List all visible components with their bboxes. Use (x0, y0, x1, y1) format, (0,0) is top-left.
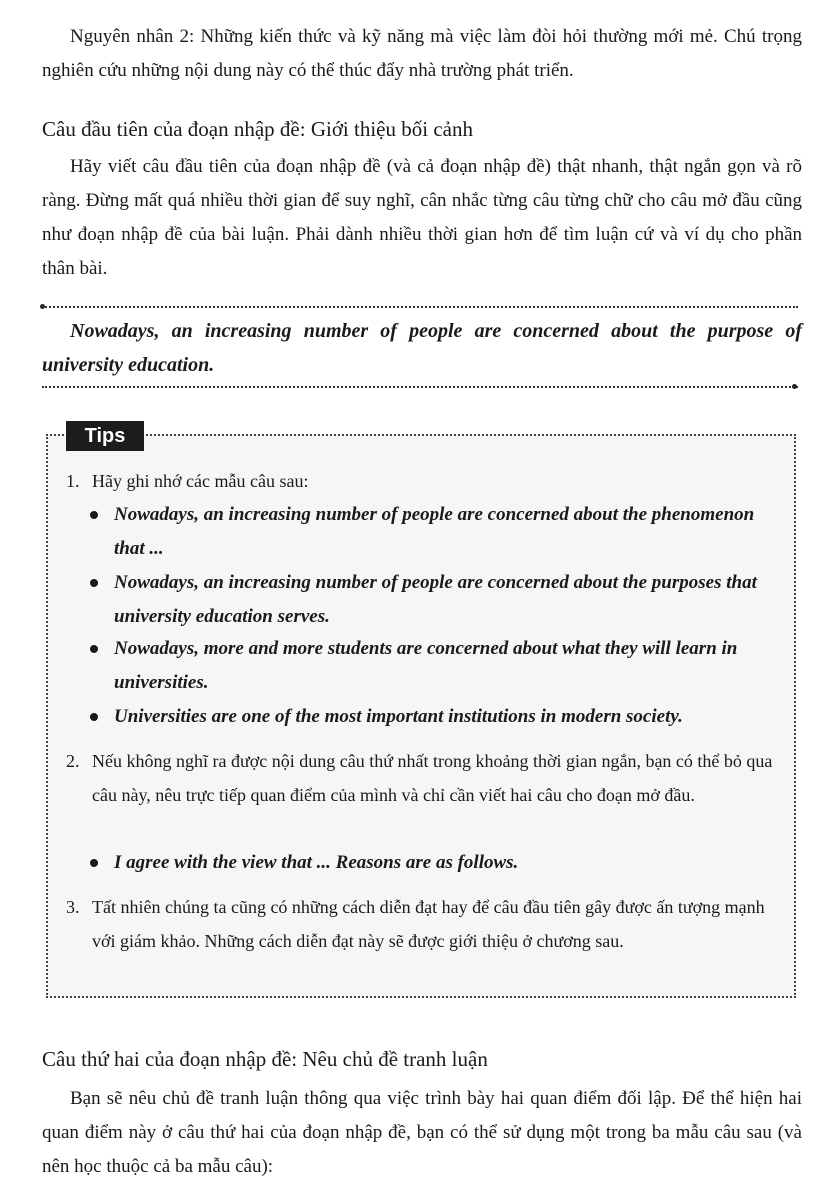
tip-item-3 (66, 890, 782, 958)
tip-text: Tất nhiên chúng ta cũng có những cách diễn đạt hay để câu đầu tiên gây được ấn tượng mạnh với giám khảo. Những cách diễn đạt này sẽ được giới thiệu ở chương sau. (92, 897, 765, 951)
bullet-icon (90, 645, 98, 653)
bullet-icon (90, 511, 98, 519)
bullet-text: Nowadays, an increasing number of people are concerned about the phenomenon that ... (114, 504, 755, 559)
bullet-icon (90, 859, 98, 867)
tip-text: Nếu không nghĩ ra được nội dung câu thứ nhất trong khoảng thời gian ngắn, bạn có thể bỏ qua câu này, nêu trực tiếp quan điểm của mình và chỉ cần viết hai câu cho đoạn mở đầu. (92, 751, 773, 805)
tip-number: 1. (66, 471, 80, 491)
section1-body: Hãy viết câu đầu tiên của đoạn nhập đề (và cả đoạn nhập đề) thật nhanh, thật ngắn gọn và rõ ràng. Đừng mất quá nhiều thời gian để suy nghĩ, cân nhắc từng câu từng chữ cho câu mở đầu cũng như đoạn nhập đề của bài luận. Phải dành nhiều thời gian hơn để tìm luận cứ và ví dụ cho phần thân bài. (42, 156, 802, 279)
section1-heading: Câu đầu tiên của đoạn nhập đề: Giới thiệu bối cảnh (42, 117, 473, 141)
example-rule-top (42, 306, 798, 308)
example-rule-bottom (42, 386, 798, 388)
tip-item-1 (66, 464, 782, 498)
tip-bullet (94, 498, 776, 566)
tip-bullet (94, 566, 776, 634)
bullet-icon (90, 713, 98, 721)
section2-heading: Câu thứ hai của đoạn nhập đề: Nêu chủ đề tranh luận (42, 1047, 488, 1071)
rule-dot-end (792, 384, 797, 389)
tip-text: Hãy ghi nhớ các mẫu câu sau: (92, 471, 309, 491)
tip-bullet (94, 846, 776, 880)
tip-bullet (94, 700, 776, 734)
bullet-text: Nowadays, more and more students are concerned about what they will learn in universities. (114, 638, 738, 693)
bullet-text: Nowadays, an increasing number of people are concerned about the purposes that university education serves. (114, 572, 757, 627)
tip-number: 2. (66, 751, 80, 771)
bullet-text: I agree with the view that ... Reasons are as follows. (114, 852, 519, 873)
intro-paragraph: Nguyên nhân 2: Những kiến thức và kỹ năng mà việc làm đòi hỏi thường mới mẻ. Chú trọng nghiên cứu những nội dung này có thể thúc đẩy nhà trường phát triển. (42, 26, 802, 81)
tip-item-2 (66, 744, 782, 812)
section2-body: Bạn sẽ nêu chủ đề tranh luận thông qua việc trình bày hai quan điểm đối lập. Để thể hiện hai quan điểm này ở câu thứ hai của đoạn nhập đề, bạn có thể sử dụng một trong ba mẫu câu sau (và nên học thuộc cả ba mẫu câu): (42, 1088, 802, 1177)
tip-number: 3. (66, 897, 80, 917)
example-sentence: Nowadays, an increasing number of people are concerned about the purpose of university education. (42, 320, 802, 376)
bullet-icon (90, 579, 98, 587)
tip-bullet (94, 632, 776, 700)
tips-label: Tips (66, 421, 144, 451)
bullet-text: Universities are one of the most important institutions in modern society. (114, 706, 683, 727)
